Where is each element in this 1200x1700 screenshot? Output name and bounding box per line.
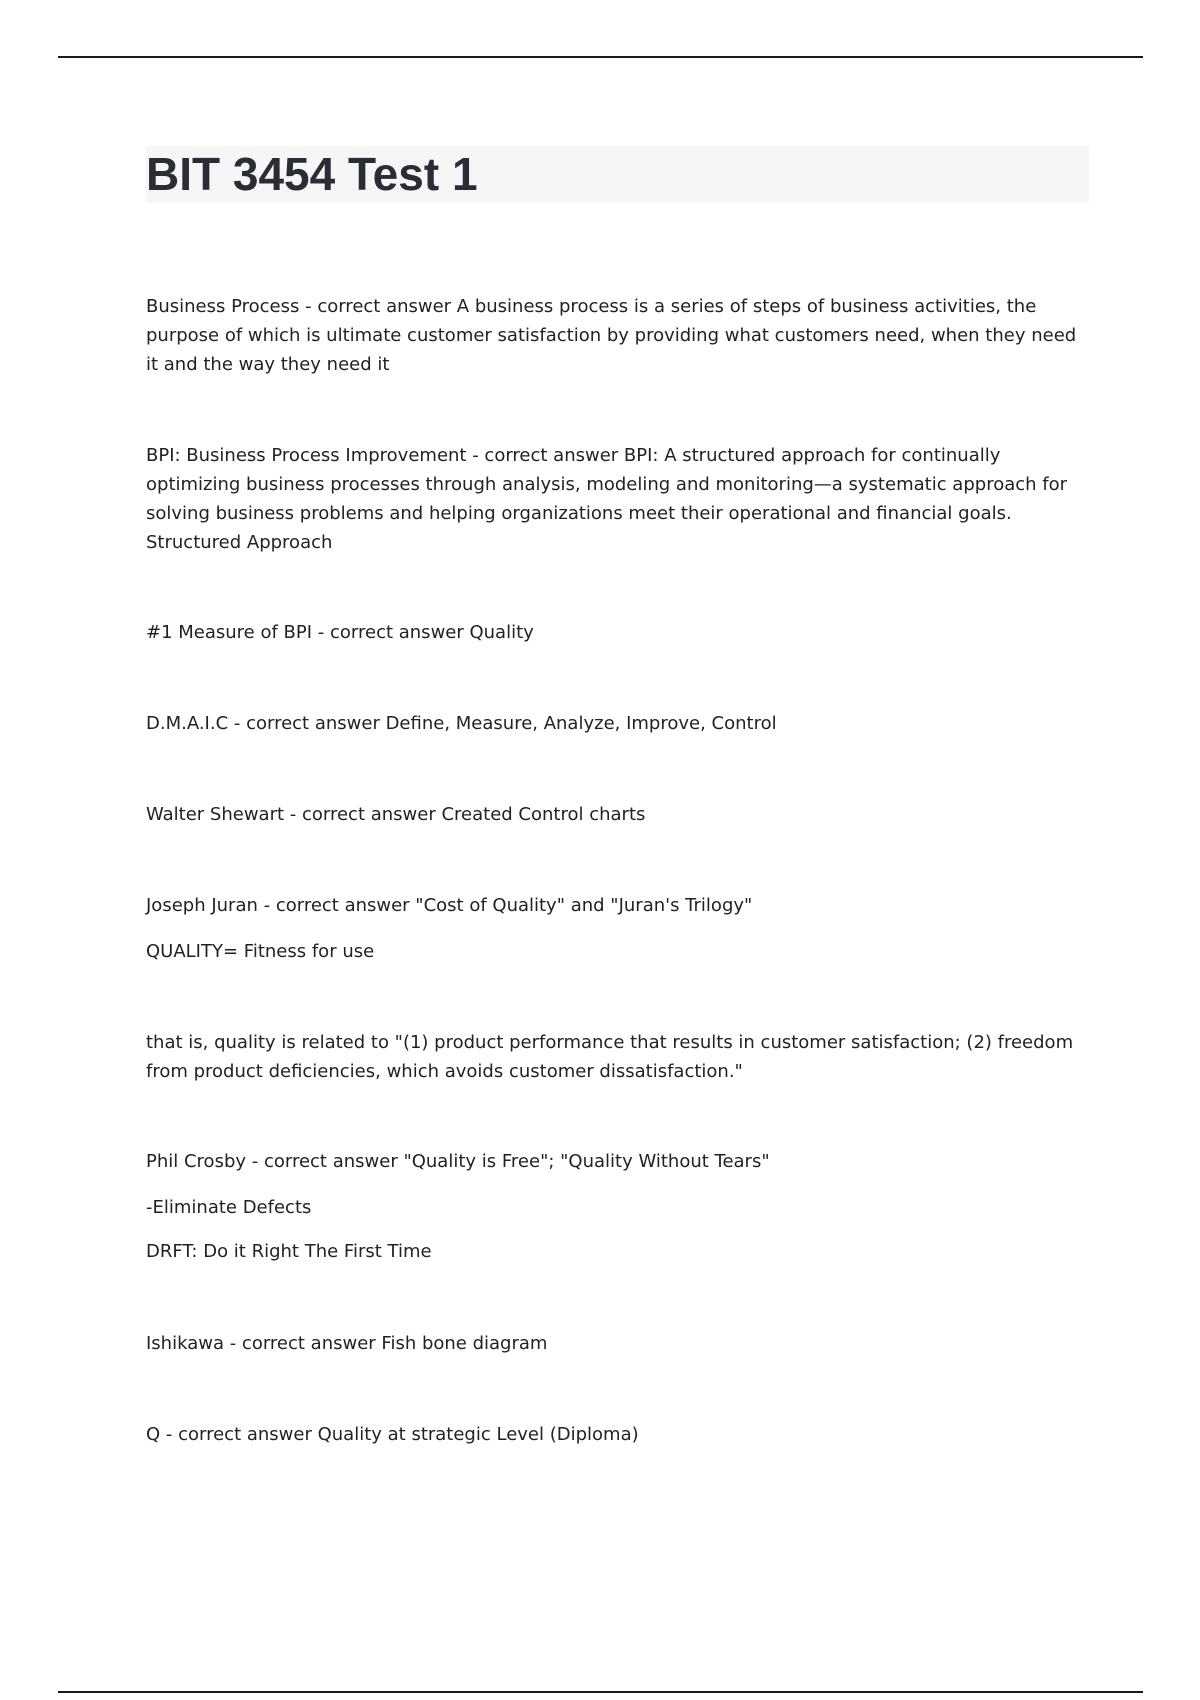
qa-entry-phil-crosby — [146, 1147, 1091, 1266]
entry-text: DRFT: Do it Right The First Time — [146, 1241, 432, 1262]
qa-entry-q — [146, 1420, 1091, 1449]
entry-text: BPI: Business Process Improvement - correct answer BPI: A structured approach for continually optimizing business processes through analysis, modeling and monitoring—a systematic approach for solving business problems and helping organizations meet their operational and financial goals. Structured Approach — [146, 445, 1068, 553]
entry-text: Ishikawa - correct answer Fish bone diagram — [146, 1333, 548, 1354]
qa-entry-joseph-juran — [146, 891, 1091, 966]
entry-text: #1 Measure of BPI - correct answer Quality — [146, 622, 534, 643]
entry-text: QUALITY= Fitness for use — [146, 941, 375, 962]
qa-entry-walter-shewart — [146, 800, 1091, 829]
qa-entry-quality-definition — [146, 1028, 1091, 1086]
qa-entry-dmaic — [146, 709, 1091, 738]
bottom-rule — [58, 1691, 1143, 1693]
qa-entry-measure-of-bpi — [146, 618, 1091, 647]
entry-text: Phil Crosby - correct answer "Quality is Free"; "Quality Without Tears" — [146, 1151, 770, 1172]
entry-text: -Eliminate Defects — [146, 1197, 312, 1218]
entry-text: D.M.A.I.C - correct answer Define, Measure, Analyze, Improve, Control — [146, 713, 777, 734]
qa-entry-ishikawa — [146, 1329, 1091, 1358]
entry-text: Joseph Juran - correct answer "Cost of Quality" and "Juran's Trilogy" — [146, 895, 753, 916]
entry-text: that is, quality is related to "(1) product performance that results in customer satisfaction; (2) freedom from product deficiencies, which avoids customer dissatisfaction." — [146, 1032, 1074, 1082]
document-title: BIT 3454 Test 1 — [146, 148, 478, 200]
entry-text: Q - correct answer Quality at strategic Level (Diploma) — [146, 1424, 639, 1445]
qa-entry-bpi — [146, 441, 1091, 557]
entry-text: Business Process - correct answer A business process is a series of steps of business activities, the purpose of which is ultimate customer satisfaction by providing what customers need, when they need it and the way they need it — [146, 296, 1077, 375]
entry-text: Walter Shewart - correct answer Created Control charts — [146, 804, 646, 825]
qa-entry-business-process — [146, 292, 1091, 379]
top-rule — [58, 56, 1143, 58]
